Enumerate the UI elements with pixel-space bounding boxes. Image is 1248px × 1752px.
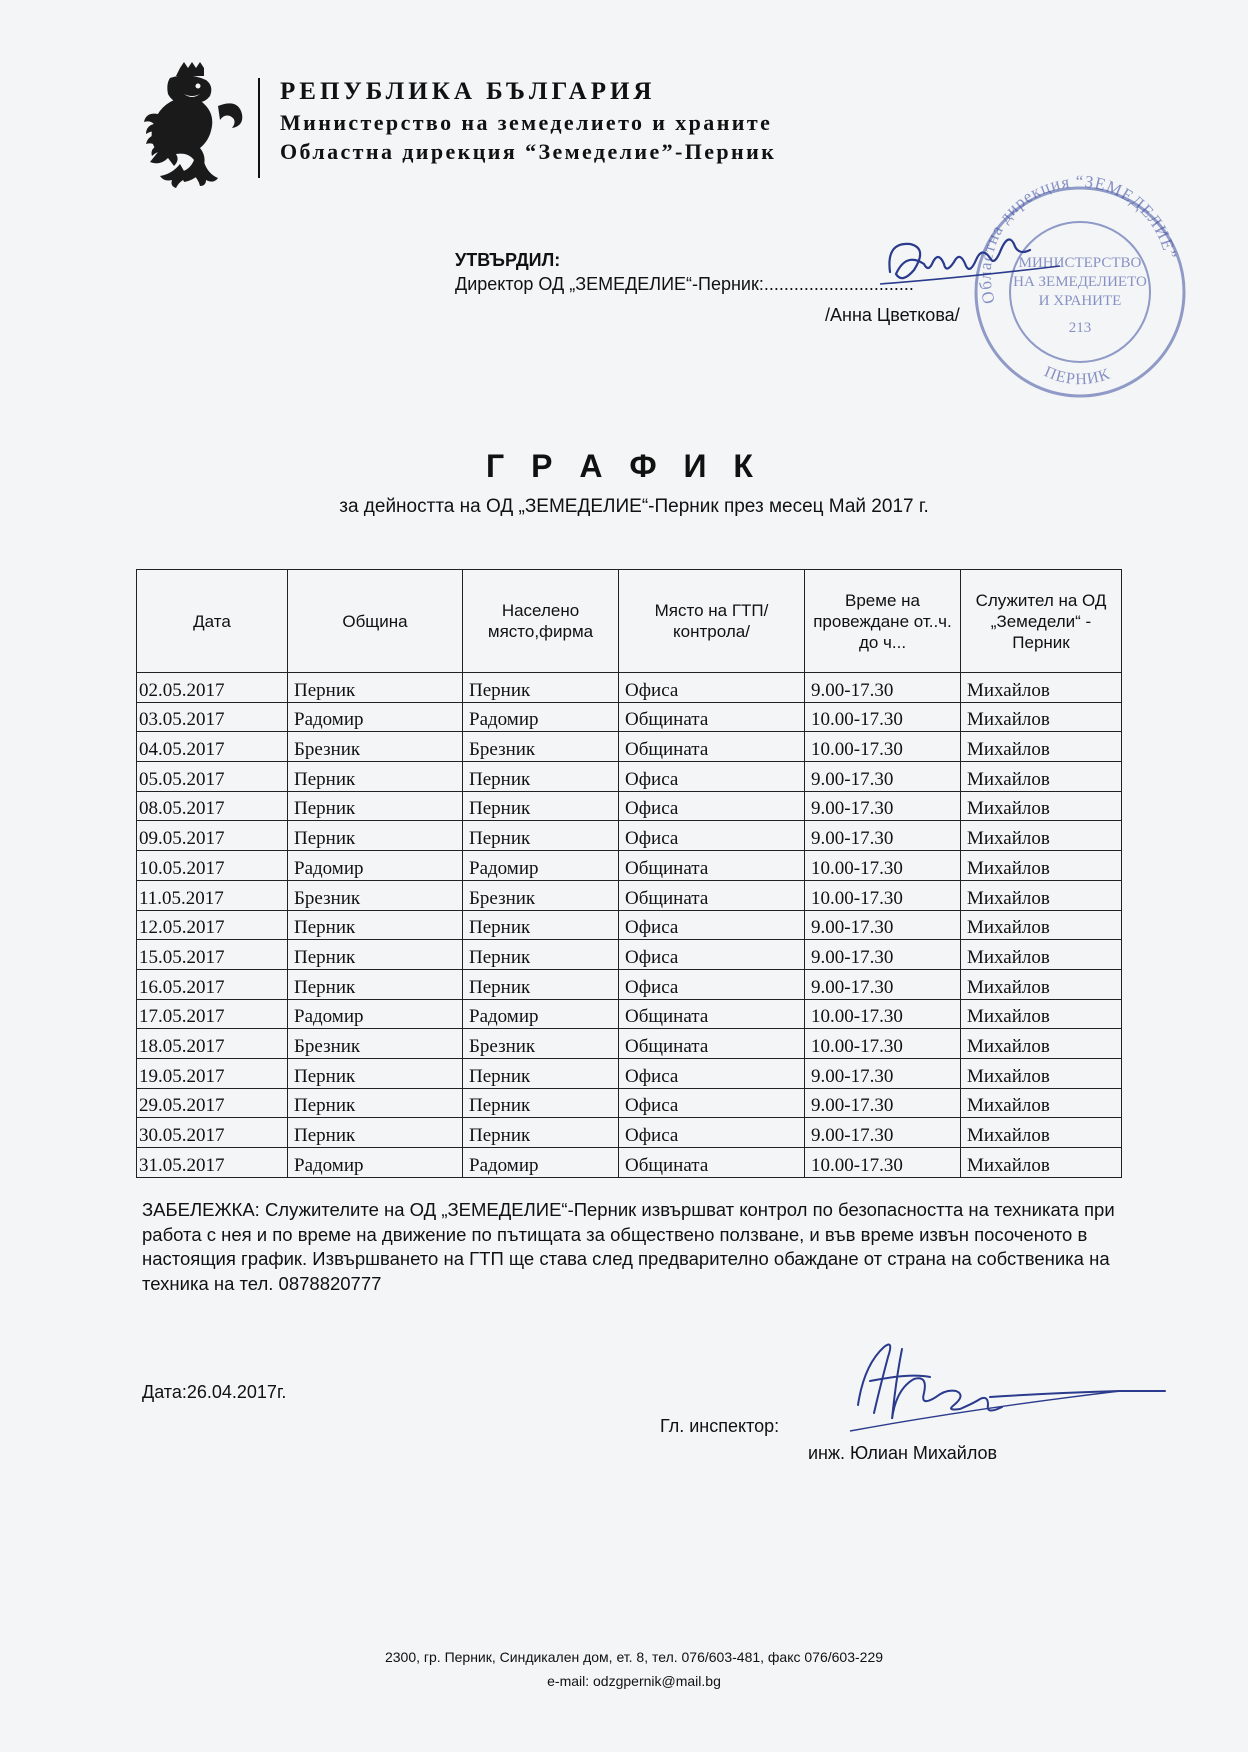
settlement-cell: Перник <box>463 1118 619 1148</box>
table-row <box>137 1118 1122 1148</box>
table-row <box>137 910 1122 940</box>
location-cell: Офиса <box>619 791 805 821</box>
employee-cell: Михайлов <box>961 1148 1122 1178</box>
date-cell: 09.05.2017 <box>137 821 288 851</box>
letterhead-directorate: Областна дирекция “Земеделие”-Перник <box>280 139 777 164</box>
municipality-cell: Перник <box>288 1118 463 1148</box>
inspector-label: Гл. инспектор: <box>660 1416 780 1436</box>
location-cell: Общината <box>619 999 805 1029</box>
employee-cell: Михайлов <box>961 673 1122 703</box>
location-cell: Общината <box>619 1029 805 1059</box>
time-cell: 9.00-17.30 <box>805 910 961 940</box>
table-row <box>137 732 1122 762</box>
table-row <box>137 1058 1122 1088</box>
municipality-cell: Брезник <box>288 880 463 910</box>
date-cell: 11.05.2017 <box>137 880 288 910</box>
letterhead-ministry: Министерство на земеделието и храните <box>280 110 773 135</box>
settlement-cell: Радомир <box>463 1148 619 1178</box>
employee-cell: Михайлов <box>961 762 1122 792</box>
time-cell: 10.00-17.30 <box>805 1148 961 1178</box>
document-date: Дата:26.04.2017г. <box>142 1382 287 1402</box>
time-cell: 10.00-17.30 <box>805 999 961 1029</box>
municipality-cell: Перник <box>288 673 463 703</box>
approval-title: УТВЪРДИЛ: <box>455 250 561 270</box>
employee-cell: Михайлов <box>961 880 1122 910</box>
svg-text:ПЕРНИК <box>1042 363 1113 388</box>
table-row <box>137 1088 1122 1118</box>
date-cell: 03.05.2017 <box>137 702 288 732</box>
municipality-cell: Радомир <box>288 1148 463 1178</box>
municipality-cell: Перник <box>288 910 463 940</box>
date-cell: 31.05.2017 <box>137 1148 288 1178</box>
time-cell: 9.00-17.30 <box>805 821 961 851</box>
settlement-cell: Радомир <box>463 999 619 1029</box>
column-header-settlement: Населено място,фирма <box>463 570 619 673</box>
table-row <box>137 999 1122 1029</box>
settlement-cell: Перник <box>463 673 619 703</box>
settlement-cell: Перник <box>463 910 619 940</box>
settlement-cell: Перник <box>463 1088 619 1118</box>
location-cell: Офиса <box>619 910 805 940</box>
employee-cell: Михайлов <box>961 1058 1122 1088</box>
employee-cell: Михайлов <box>961 1088 1122 1118</box>
date-cell: 05.05.2017 <box>137 762 288 792</box>
time-cell: 9.00-17.30 <box>805 762 961 792</box>
location-cell: Офиса <box>619 762 805 792</box>
settlement-cell: Перник <box>463 1058 619 1088</box>
table-row <box>137 673 1122 703</box>
location-cell: Офиса <box>619 821 805 851</box>
municipality-cell: Радомир <box>288 851 463 881</box>
time-cell: 9.00-17.30 <box>805 969 961 999</box>
employee-cell: Михайлов <box>961 702 1122 732</box>
location-cell: Офиса <box>619 673 805 703</box>
column-header-employee: Служител на ОД „Земедели“ - Перник <box>961 570 1122 673</box>
location-cell: Офиса <box>619 1118 805 1148</box>
stamp-city: ПЕРНИК <box>1041 363 1113 389</box>
location-cell: Офиса <box>619 1058 805 1088</box>
footer-address: 2300, гр. Перник, Синдикален дом, ет. 8, тел. 076/603-481, факс 076/603-229 <box>384 1649 884 1665</box>
municipality-cell: Перник <box>288 1088 463 1118</box>
table-row <box>137 940 1122 970</box>
employee-cell: Михайлов <box>961 821 1122 851</box>
employee-cell: Михайлов <box>961 1029 1122 1059</box>
date-cell: 30.05.2017 <box>137 1118 288 1148</box>
stamp-number: 213 <box>1068 320 1092 336</box>
table-row <box>137 821 1122 851</box>
municipality-cell: Перник <box>288 762 463 792</box>
date-cell: 18.05.2017 <box>137 1029 288 1059</box>
date-cell: 02.05.2017 <box>137 673 288 703</box>
stamp-line-2: НА ЗЕМЕДЕЛИЕТО <box>1013 274 1147 290</box>
approval-block <box>455 248 914 296</box>
time-cell: 10.00-17.30 <box>805 851 961 881</box>
employee-cell: Михайлов <box>961 940 1122 970</box>
location-cell: Общината <box>619 1148 805 1178</box>
employee-cell: Михайлов <box>961 791 1122 821</box>
employee-cell: Михайлов <box>961 999 1122 1029</box>
date-cell: 19.05.2017 <box>137 1058 288 1088</box>
date-cell: 08.05.2017 <box>137 791 288 821</box>
location-cell: Общината <box>619 880 805 910</box>
municipality-cell: Брезник <box>288 1029 463 1059</box>
location-cell: Офиса <box>619 1088 805 1118</box>
time-cell: 9.00-17.30 <box>805 940 961 970</box>
date-cell: 10.05.2017 <box>137 851 288 881</box>
letterhead <box>280 76 776 166</box>
date-cell: 29.05.2017 <box>137 1088 288 1118</box>
time-cell: 9.00-17.30 <box>805 1058 961 1088</box>
time-cell: 9.00-17.30 <box>805 673 961 703</box>
inspector-name: инж. Юлиан Михайлов <box>808 1443 998 1463</box>
time-cell: 9.00-17.30 <box>805 791 961 821</box>
settlement-cell: Брезник <box>463 1029 619 1059</box>
time-cell: 10.00-17.30 <box>805 732 961 762</box>
settlement-cell: Брезник <box>463 732 619 762</box>
settlement-cell: Радомир <box>463 702 619 732</box>
municipality-cell: Радомир <box>288 999 463 1029</box>
table-row <box>137 969 1122 999</box>
document-subtitle: за дейността на ОД „ЗЕМЕДЕЛИЕ“-Перник през месец Май 2017 г. <box>339 496 929 517</box>
stamp-line-3: И ХРАНИТЕ <box>1038 293 1122 309</box>
approval-director-line: Директор ОД „ЗЕМЕДЕЛИЕ“-Перник:.............................. <box>455 274 914 294</box>
stamp-line-1: МИНИСТЕРСТВО <box>1018 255 1142 271</box>
approval-director-name: /Анна Цветкова/ <box>825 305 960 325</box>
settlement-cell: Радомир <box>463 851 619 881</box>
director-signature-icon <box>870 232 1070 302</box>
bulgarian-lion-crest-icon <box>140 60 250 190</box>
employee-cell: Михайлов <box>961 910 1122 940</box>
table-row <box>137 762 1122 792</box>
settlement-cell: Брезник <box>463 880 619 910</box>
note-paragraph: ЗАБЕЛЕЖКА: Служителите на ОД „ЗЕМЕДЕЛИЕ“-Перник извършват контрол по безопасността на техниката при работа с нея и по време на движение по пътищата за обществено ползване, и във време извън посоченото в настоящия график. Извършването на ГТП ще става след предварително обаждане от страна на собственика на техника на тел. 0878820777 <box>142 1199 1115 1294</box>
table-row <box>137 851 1122 881</box>
location-cell: Общината <box>619 851 805 881</box>
column-header-location: Място на ГТП/контрола/ <box>619 570 805 673</box>
inspector-signature-icon <box>840 1335 1175 1440</box>
table-row <box>137 1148 1122 1178</box>
column-header-date: Дата <box>137 570 288 673</box>
table-row <box>137 1029 1122 1059</box>
settlement-cell: Перник <box>463 940 619 970</box>
date-cell: 04.05.2017 <box>137 732 288 762</box>
table-row <box>137 702 1122 732</box>
settlement-cell: Перник <box>463 762 619 792</box>
column-header-time: Време на провеждане от..ч. до ч... <box>805 570 961 673</box>
time-cell: 10.00-17.30 <box>805 1029 961 1059</box>
municipality-cell: Перник <box>288 791 463 821</box>
municipality-cell: Брезник <box>288 732 463 762</box>
letterhead-country: РЕПУБЛИКА БЪЛГАРИЯ <box>280 78 656 105</box>
table-row <box>137 791 1122 821</box>
municipality-cell: Перник <box>288 821 463 851</box>
date-cell: 17.05.2017 <box>137 999 288 1029</box>
employee-cell: Михайлов <box>961 969 1122 999</box>
footer-email: e-mail: odzgpernik@mail.bg <box>547 1673 721 1689</box>
schedule-table <box>136 569 1122 1178</box>
time-cell: 10.00-17.30 <box>805 702 961 732</box>
header-divider <box>258 78 260 178</box>
municipality-cell: Радомир <box>288 702 463 732</box>
location-cell: Офиса <box>619 969 805 999</box>
table-row <box>137 880 1122 910</box>
time-cell: 9.00-17.30 <box>805 1118 961 1148</box>
municipality-cell: Перник <box>288 969 463 999</box>
location-cell: Общината <box>619 702 805 732</box>
municipality-cell: Перник <box>288 1058 463 1088</box>
employee-cell: Михайлов <box>961 1118 1122 1148</box>
stamp-outer-text: Областна дирекция “ЗЕМЕДЕЛИЕ” <box>975 172 1181 306</box>
settlement-cell: Перник <box>463 969 619 999</box>
settlement-cell: Перник <box>463 791 619 821</box>
date-cell: 15.05.2017 <box>137 940 288 970</box>
column-header-municipality: Община <box>288 570 463 673</box>
location-cell: Офиса <box>619 940 805 970</box>
municipality-cell: Перник <box>288 940 463 970</box>
date-cell: 16.05.2017 <box>137 969 288 999</box>
table-header-row <box>137 570 1122 673</box>
document-title: Г Р А Ф И К <box>486 448 762 484</box>
date-cell: 12.05.2017 <box>137 910 288 940</box>
employee-cell: Михайлов <box>961 851 1122 881</box>
schedule-body <box>137 673 1122 1178</box>
time-cell: 10.00-17.30 <box>805 880 961 910</box>
employee-cell: Михайлов <box>961 732 1122 762</box>
time-cell: 9.00-17.30 <box>805 1088 961 1118</box>
location-cell: Общината <box>619 732 805 762</box>
settlement-cell: Перник <box>463 821 619 851</box>
